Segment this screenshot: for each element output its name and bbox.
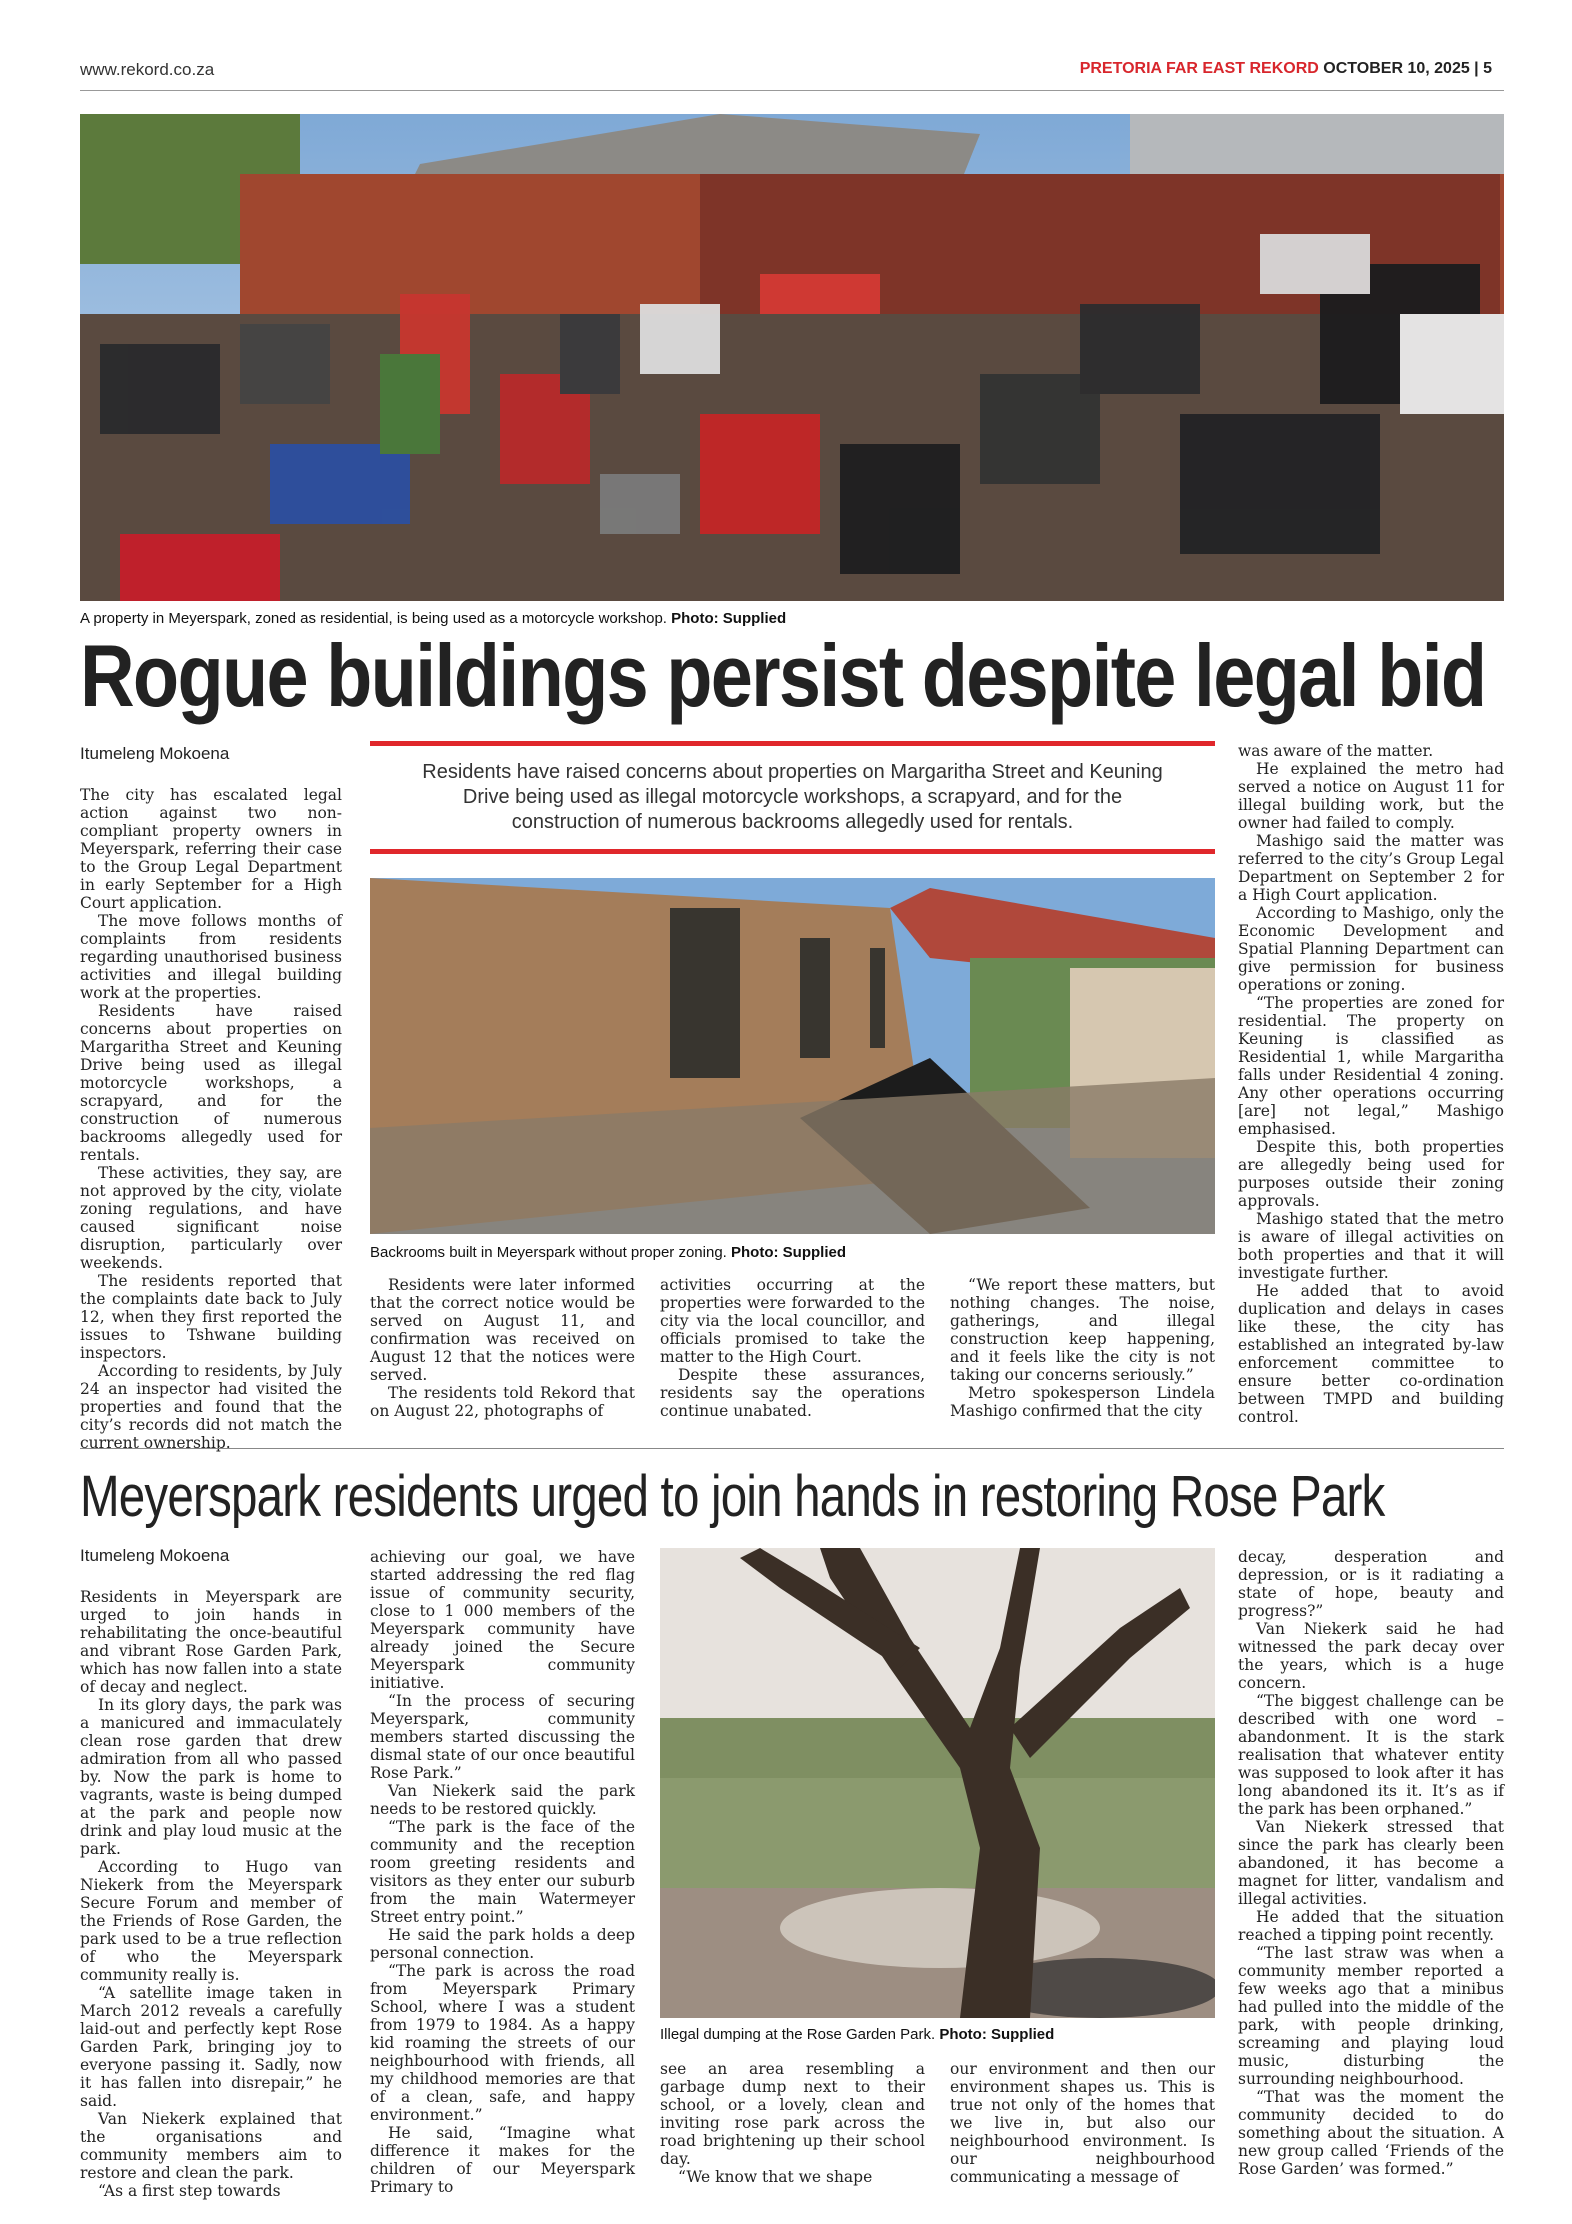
paragraph: “That was the moment the community decided to do something about the situation. A new group called ‘Friends of the Rose Garden’ was formed.”: [1238, 2088, 1504, 2178]
paragraph: Residents have raised concerns about properties on Margaritha Street and Keuning Drive being used as illegal motorcycle workshops, a scrapyard, and for the construction of numerous backrooms allegedly used for rentals.: [80, 1002, 342, 1164]
photo-caption-text: A property in Meyerspark, zoned as residential, is being used as a motorcycle workshop.: [80, 610, 667, 627]
photo-caption: [80, 610, 786, 627]
paragraph: “The park is across the road from Meyerspark Primary School, where I was a student from 1979 to 1984. As a happy kid roaming the streets of our neighbourhood with friends, all my childhood memories are that of a clean, safe, and happy environment.”: [370, 1962, 635, 2124]
paragraph: “The biggest challenge can be described with one word – abandonment. It is the stark realisation that whatever entity was supposed to look after it has long abandoned its it. It’s as if the park has been orphaned.”: [1238, 1692, 1504, 1818]
byline: Itumeleng Mokoena: [80, 744, 230, 763]
motorcycle-workshop-photo: [80, 114, 1504, 601]
paragraph: The move follows months of complaints from residents regarding unauthorised business activities and illegal building work at the properties.: [80, 912, 342, 1002]
paragraph: Van Niekerk said the park needs to be restored quickly.: [370, 1782, 635, 1818]
article-column-4: [950, 1276, 1215, 1420]
paragraph: The city has escalated legal action against two non-compliant property owners in Meyerspark, referring their case to the Group Legal Department in early September for a High Court application.: [80, 786, 342, 912]
date-page: OCTOBER 10, 2025 | 5: [1323, 60, 1492, 77]
paragraph: our environment and then our environment shapes us. This is true not only of the homes that we live in, but also our neighbourhood environment. Is our neighbourhood communicating a message of: [950, 2060, 1215, 2186]
paragraph: Despite this, both properties are allegedly being used for purposes outside their zoning approvals.: [1238, 1138, 1504, 1210]
paper-name: PRETORIA FAR EAST REKORD: [1079, 60, 1319, 77]
rose-garden-photo: [660, 1548, 1215, 2018]
paragraph: According to Mashigo, only the Economic Development and Spatial Planning Department can give permission for business operations or zoning.: [1238, 904, 1504, 994]
photo2-credit: Photo: Supplied: [731, 1244, 846, 1261]
paragraph: The residents told Rekord that on August 22, photographs of: [370, 1384, 635, 1420]
paragraph: He added that to avoid duplication and delays in cases like these, the city has established an integrated by-law enforcement committee to ensure better co-ordination between TMPD and building control.: [1238, 1282, 1504, 1426]
paragraph: “In the process of securing Meyerspark, community members started discussing the dismal state of our once beautiful Rose Park.”: [370, 1692, 635, 1782]
paragraph: achieving our goal, we have started addressing the red flag issue of community security, close to 1 000 members of the Meyerspark community have already joined the Secure Meyerspark community initiative.: [370, 1548, 635, 1692]
paragraph: “As a first step towards: [98, 2182, 281, 2200]
photo2-caption-text: Backrooms built in Meyerspark without proper zoning.: [370, 1244, 727, 1261]
paragraph: “The park is the face of the community and the reception room greeting residents and visitors as they enter our suburb from the main Watermeyer Street entry point.”: [370, 1818, 635, 1926]
paragraph: He said, “Imagine what difference it makes for the children of our Meyerspark Primary to: [370, 2124, 635, 2196]
byline-2: Itumeleng Mokoena: [80, 1546, 230, 1565]
paragraph: Metro spokesperson Lindela Mashigo confirmed that the city: [950, 1384, 1215, 1420]
paragraph: Residents were later informed that the correct notice would be served on August 11, and confirmation was received on August 12 that the notices were served.: [370, 1276, 635, 1384]
photo2-caption: [370, 1244, 846, 1261]
paragraph: He explained the metro had served a notice on August 11 for illegal building work, but the owner had failed to comply.: [1238, 760, 1504, 832]
backrooms-photo: [370, 878, 1215, 1234]
paragraph: Van Niekerk stressed that since the park has clearly been abandoned, it has become a magnet for litter, vandalism and illegal activities.: [1238, 1818, 1504, 1908]
paragraph: In its glory days, the park was a manicured and immaculately clean rose garden that drew admiration from all who passed by. Now the park is home to vagrants, waste is being dumped at the park and people now drink and play loud music at the park.: [80, 1696, 342, 1858]
paragraph: He said the park holds a deep personal connection.: [370, 1926, 635, 1962]
paragraph: According to residents, by July 24 an inspector had visited the properties and found that the city’s records did not match the current ownership.: [80, 1362, 342, 1452]
article2-column-4: [950, 2060, 1215, 2186]
paragraph: According to Hugo van Niekerk from the Meyerspark Secure Forum and member of the Friends of Rose Garden, the park used to be a true reflection of who the Meyerspark community really is.: [80, 1858, 342, 1984]
headline-2: Meyerspark residents urged to join hands in restoring Rose Park: [80, 1464, 1385, 1529]
paragraph: He added that the situation reached a tipping point recently.: [1238, 1908, 1504, 1944]
pull-quote: Residents have raised concerns about properties on Margaritha Street and Keuning Drive being used as illegal motorcycle workshops, a scrapyard, and for the construction of numerous backrooms allegedly used for rentals.: [370, 741, 1215, 854]
header-rule: [80, 90, 1504, 91]
article2-column-2: [370, 1548, 635, 2196]
paragraph: Van Niekerk said he had witnessed the park decay over the years, which is a huge concern.: [1238, 1620, 1504, 1692]
photo3-caption: [660, 2026, 1054, 2043]
article2-column-3: [660, 2060, 925, 2186]
story-divider: [80, 1448, 1504, 1449]
paragraph: These activities, they say, are not approved by the city, violate zoning regulations, and have caused significant noise disruption, particularly over weekends.: [80, 1164, 342, 1272]
paragraph: see an area resembling a garbage dump next to their school, or a lovely, clean and inviting rose park across the road brightening up their school day.: [660, 2060, 925, 2168]
paragraph: Despite these assurances, residents say the operations continue unabated.: [660, 1366, 925, 1420]
article-column-2: [370, 1276, 635, 1420]
paragraph: The residents reported that the complaints date back to July 12, when they first reported the issues to Tshwane building inspectors.: [80, 1272, 342, 1362]
paragraph: Van Niekerk explained that the organisations and community members aim to restore and clean the park.: [80, 2110, 342, 2182]
photo-credit: Photo: Supplied: [671, 610, 787, 627]
paragraph: decay, desperation and depression, or is it radiating a state of hope, beauty and progress?”: [1238, 1548, 1504, 1620]
article2-column-5: [1238, 1548, 1504, 2178]
article-column-1: [80, 786, 342, 1452]
paragraph: was aware of the matter.: [1238, 742, 1434, 760]
folio: [1080, 60, 1492, 78]
article-column-3: [660, 1276, 925, 1420]
website-url: www.rekord.co.za: [80, 60, 215, 79]
paragraph: “We report these matters, but nothing changes. The noise, gatherings, and illegal construction keep happening, and it feels like the city is not taking our concerns seriously.”: [950, 1276, 1215, 1384]
paragraph: activities occurring at the properties were forwarded to the city via the local councillor, and officials promised to take the matter to the High Court.: [660, 1276, 925, 1366]
paragraph: “The last straw was when a community member reported a few weeks ago that a minibus had pulled into the middle of the park, with people drinking, screaming and playing loud music, disturbing the surrounding neighbourhood.: [1238, 1944, 1504, 2088]
headline: Rogue buildings persist despite legal bid: [80, 626, 1486, 725]
paragraph: Mashigo said the matter was referred to the city’s Group Legal Department on September 2 for a High Court application.: [1238, 832, 1504, 904]
photo3-caption-text: Illegal dumping at the Rose Garden Park.: [660, 2026, 936, 2043]
paragraph: “The properties are zoned for residential. The property on Keuning is classified as Residential 1, while Margaritha falls under Residential 4 zoning. Any other operations occurring [are] not legal,” Mashigo emphasised.: [1238, 994, 1504, 1138]
paragraph: Mashigo stated that the metro is aware of illegal activities on both properties and that it will investigate further.: [1238, 1210, 1504, 1282]
paragraph: “A satellite image taken in March 2012 reveals a carefully laid-out and perfectly kept Rose Garden Park, bringing joy to everyone passing it. Sadly, now it has fallen into disrepair,” he said.: [80, 1984, 342, 2110]
article-column-5: [1238, 742, 1504, 1426]
article2-column-1: [80, 1588, 342, 2200]
paragraph: “We know that we shape: [678, 2168, 873, 2186]
photo3-credit: Photo: Supplied: [939, 2026, 1055, 2043]
paragraph: Residents in Meyerspark are urged to join hands in rehabilitating the once-beautiful and vibrant Rose Garden Park, which has now fallen into a state of decay and neglect.: [80, 1588, 342, 1696]
